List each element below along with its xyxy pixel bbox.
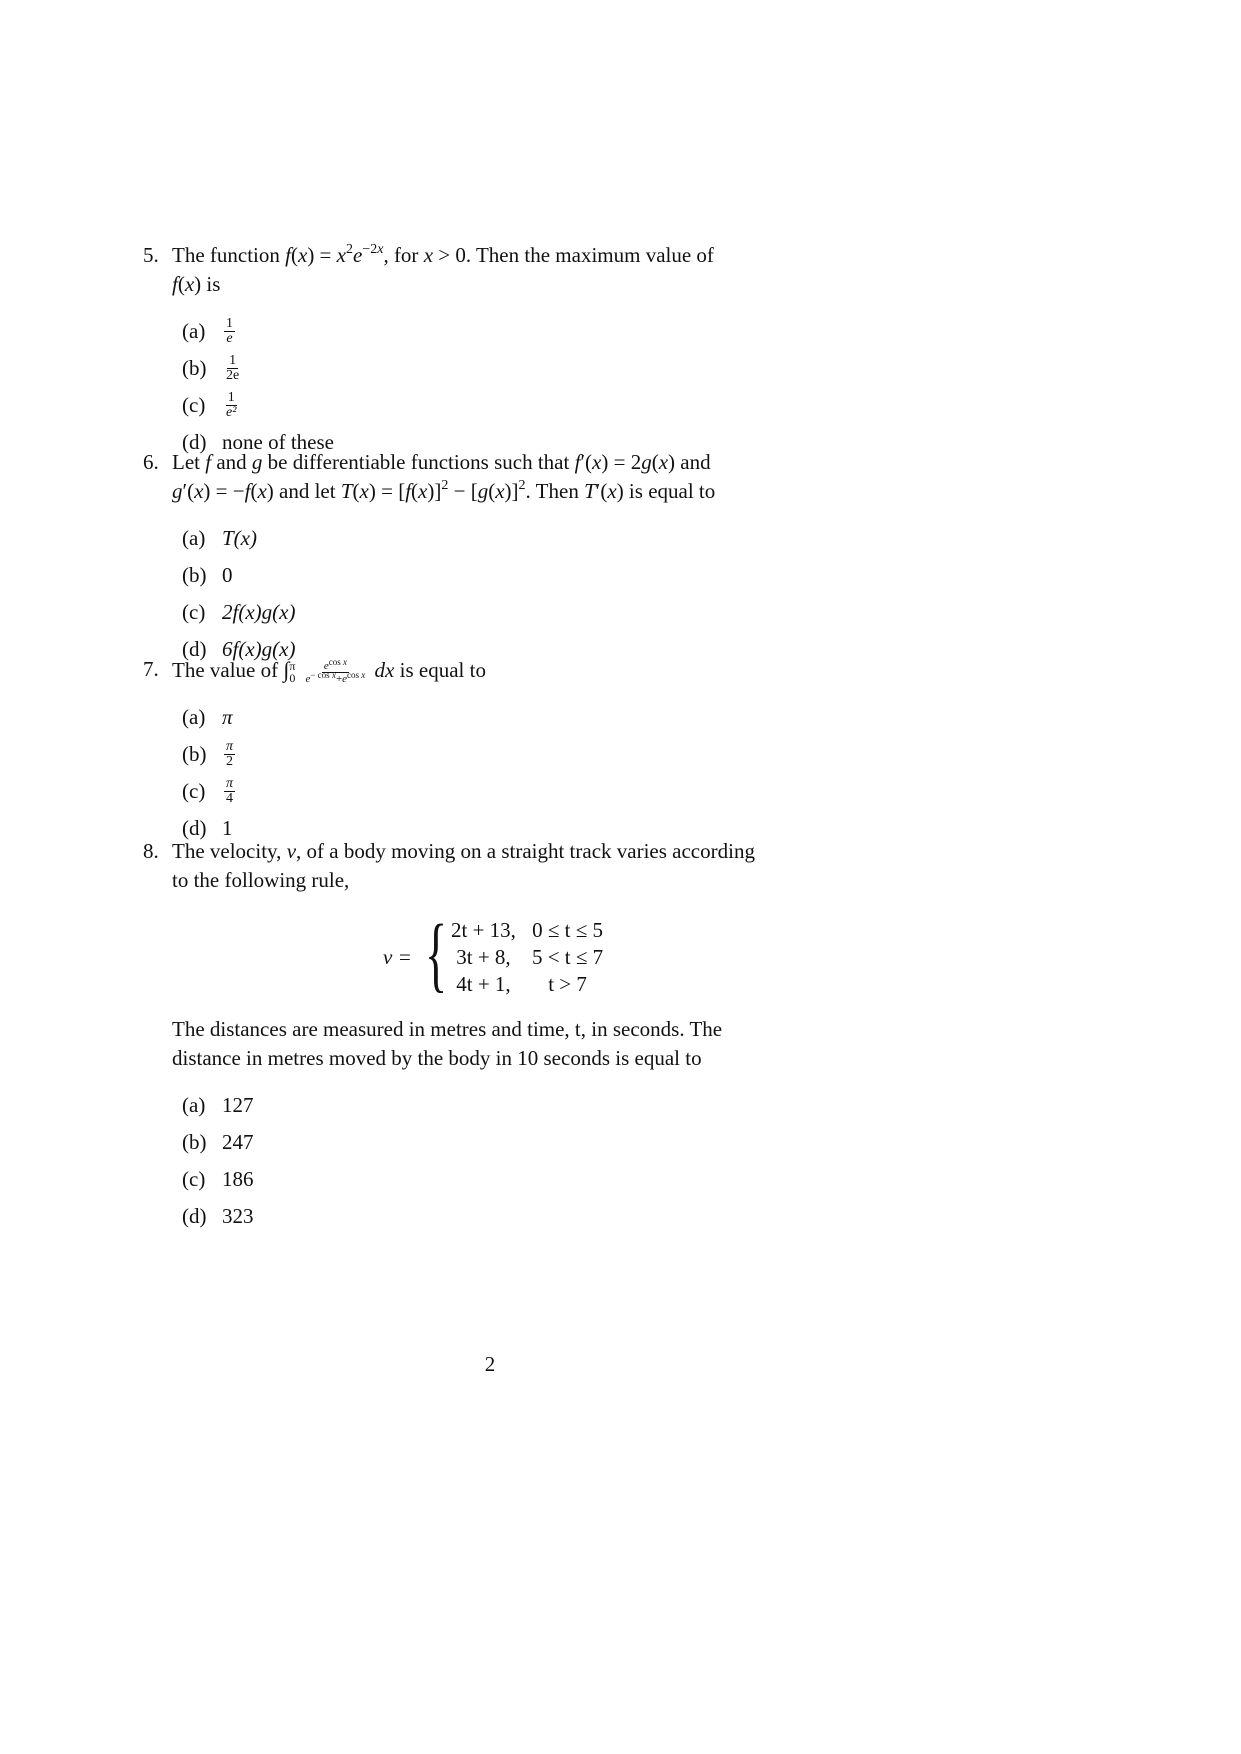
piecewise-table: [443, 917, 611, 998]
piecewise-row: 4t + 1, t > 7: [456, 972, 587, 996]
option-b[interactable]: (b) $\frac{1}{2e}$: [182, 353, 240, 383]
option-b[interactable]: (b) $\frac{\pi}{2}$: [182, 739, 234, 769]
question-7: [143, 655, 863, 847]
integrand-fraction: $\frac{e^{cos x}}{e^{- cos x}+e^{cos x}}$: [305, 656, 366, 685]
stem-line-1: The function $f(x) = x^2e^{-2x}$, for x > 0. Then the maximum value of: [172, 242, 714, 267]
question-6: [143, 448, 863, 668]
stem-line-2: to the following rule,: [172, 868, 350, 892]
piecewise-lhs: v =: [383, 945, 412, 969]
stem-line-1: Let f and g be differentiable functions such that f′(x) = 2g(x) and: [172, 450, 711, 474]
option-c[interactable]: (c) 2f(x)g(x): [182, 600, 296, 624]
option-c[interactable]: (c) $\frac{1}{\text{e²}}$: [182, 390, 237, 420]
piecewise-row: 2t + 13, 0 ≤ t ≤ 5: [451, 918, 603, 942]
option-d[interactable]: (d) 323: [182, 1204, 254, 1228]
option-d[interactable]: (d) 1: [182, 816, 233, 840]
option-a[interactable]: (a) T(x): [182, 526, 257, 550]
question-paragraph: The distances are measured in metres and time, t, in seconds. The distance in metres moved by the body in 10 seconds is equal to: [172, 1017, 723, 1070]
question-number: 7.: [143, 657, 159, 681]
option-c[interactable]: (c) 186: [182, 1167, 254, 1191]
options-list: [182, 313, 863, 461]
question-number: 6.: [143, 450, 159, 474]
fraction: $\frac{\pi}{2}$: [226, 739, 234, 769]
integral-sign: ∫: [283, 657, 290, 682]
left-brace: {: [425, 908, 448, 1001]
question-number: 5.: [143, 243, 159, 267]
options-list: [182, 1087, 863, 1235]
question-5: [143, 241, 863, 461]
question-number: 8.: [143, 839, 159, 863]
question-stem: [172, 241, 863, 299]
option-d[interactable]: (d) none of these: [182, 430, 334, 454]
options-list: [182, 520, 863, 668]
fraction: $\frac{1}{\text{e²}}$: [226, 390, 237, 420]
stem-line-2: f(x) is: [172, 272, 221, 296]
option-a[interactable]: (a) $\frac{1}{e}$: [182, 316, 233, 346]
option-b[interactable]: (b) 0: [182, 563, 233, 587]
integral-limits: π 0: [289, 659, 296, 686]
piecewise-function: [143, 908, 863, 1001]
stem-line-2: g′(x) = −f(x) and let $T(x) = [f(x)]^2 - [g(x)]^2$. Then T′(x) is equal to: [172, 478, 716, 503]
option-a[interactable]: (a) 127: [182, 1093, 254, 1117]
option-b[interactable]: (b) 247: [182, 1130, 254, 1154]
question-stem: [172, 448, 863, 506]
question-stem: [172, 837, 863, 895]
option-d[interactable]: (d) 6f(x)g(x): [182, 637, 296, 661]
fraction: $\frac{\pi}{4}$: [226, 776, 234, 806]
question-8: [143, 837, 863, 1235]
fraction: $\frac{1}{e}$: [226, 316, 233, 346]
piecewise-row: 3t + 8, 5 < t ≤ 7: [456, 945, 604, 969]
option-a[interactable]: (a) π: [182, 705, 233, 729]
question-stem: The value of ∫ π 0 $\frac{e^{cos x}}{e^{- cos x}+e^{cos x}}$ dx is equal to: [172, 656, 486, 686]
fraction: $\frac{1}{2e}$: [226, 353, 240, 383]
option-c[interactable]: (c) $\frac{\pi}{4}$: [182, 776, 234, 806]
page-number: 2: [484, 1352, 496, 1376]
options-list: [182, 699, 863, 847]
stem-line-1: The velocity, v, of a body moving on a straight track varies according: [172, 839, 755, 863]
